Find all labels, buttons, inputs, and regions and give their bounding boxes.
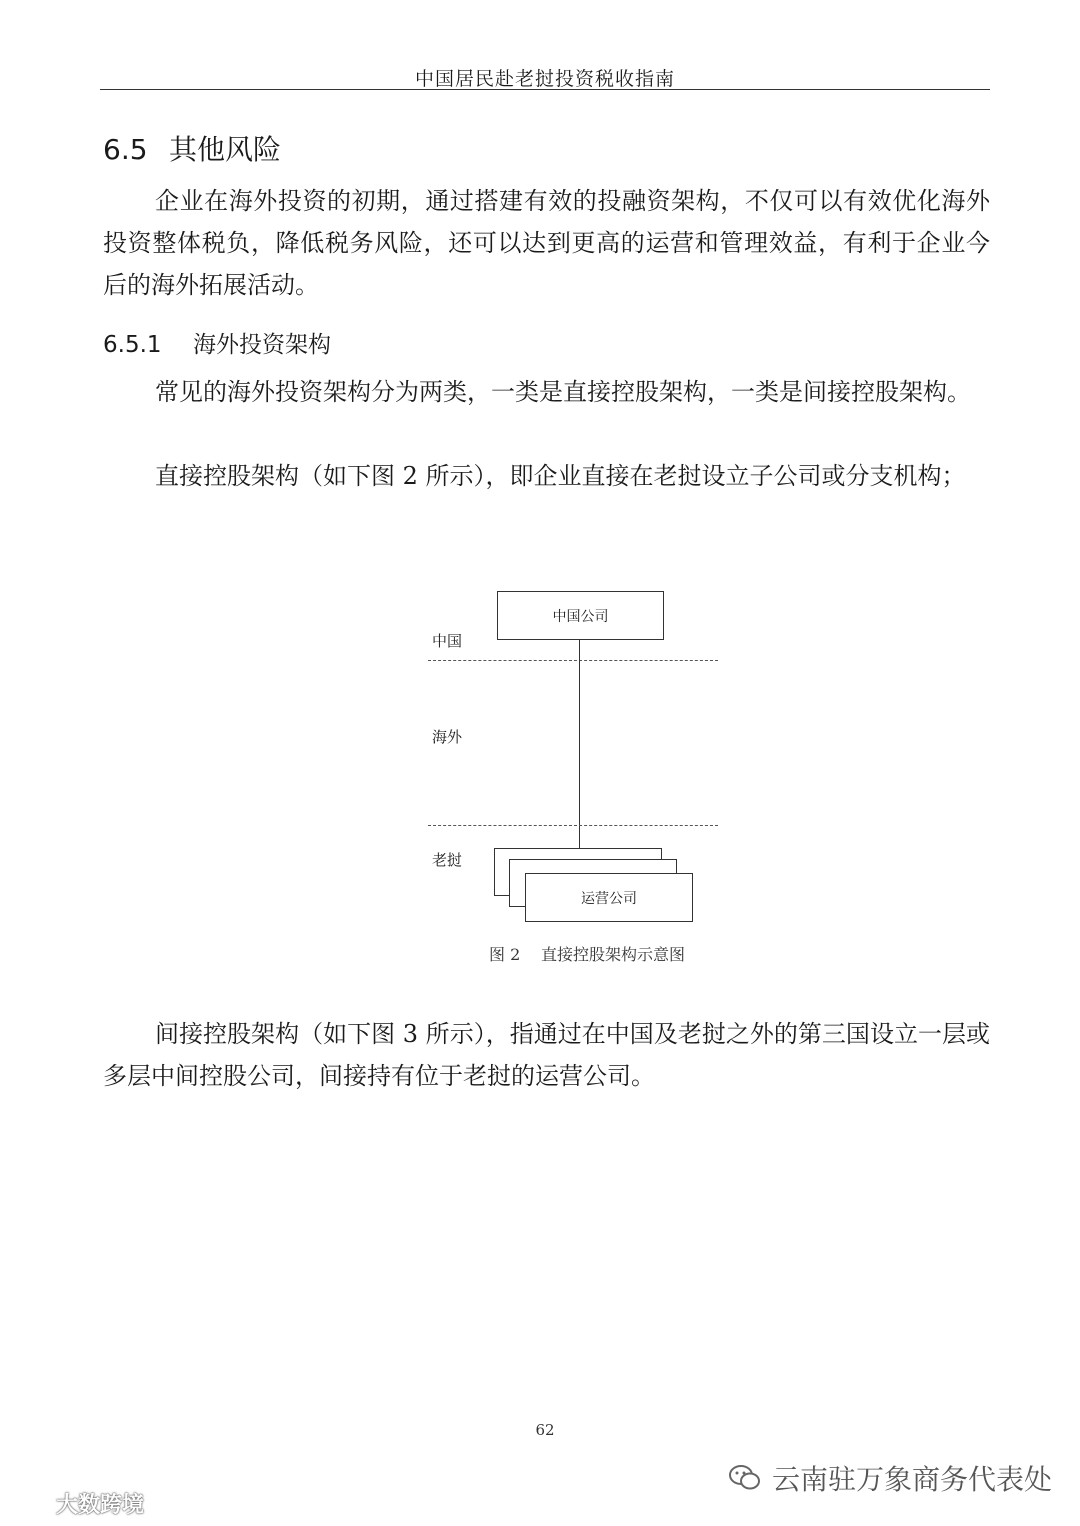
section-title: 其他风险 xyxy=(169,133,282,166)
operating-company-box: 运营公司 xyxy=(525,873,693,922)
site-watermark-text: 大数跨境 xyxy=(56,1493,145,1518)
paragraph-indirect-holding: 间接控股架构（如下图 3 所示），指通过在中国及老挝之外的第三国设立一层或多层中间控股公司，间接持有位于老挝的运营公司。 xyxy=(103,1020,990,1090)
border-line-china-overseas xyxy=(428,660,718,661)
page-header: 中国居民赴老挝投资税收指南 xyxy=(414,68,675,90)
china-company-box: 中国公司 xyxy=(497,591,664,640)
region-label-overseas: 海外 xyxy=(432,728,463,746)
wechat-icon xyxy=(728,1463,762,1493)
site-watermark xyxy=(6,1488,144,1519)
intro-paragraph: 企业在海外投资的初期，通过搭建有效的投融资架构，不仅可以有效优化海外投资整体税负，降低税务风险，还可以达到更高的运营和管理效益，有利于企业今后的海外拓展活动。 xyxy=(103,187,990,299)
section-number: 6.5 xyxy=(103,133,148,166)
wechat-watermark xyxy=(728,1458,1052,1498)
border-line-overseas-laos xyxy=(428,825,718,826)
section-heading xyxy=(103,128,281,168)
figure-caption xyxy=(489,942,685,965)
wechat-account-name: 云南驻万象商务代表处 xyxy=(772,1463,1053,1496)
region-label-china: 中国 xyxy=(432,632,463,650)
subsection-number: 6.5.1 xyxy=(103,332,162,358)
page-number: 62 xyxy=(535,1421,555,1439)
logo-icon xyxy=(6,1491,52,1517)
header-rule xyxy=(100,89,990,90)
subsection-heading xyxy=(103,326,331,359)
paragraph-structure-types: 常见的海外投资架构分为两类，一类是直接控股架构，一类是间接控股架构。 xyxy=(155,378,971,406)
ownership-line xyxy=(579,640,580,860)
figure-caption-text: 直接控股架构示意图 xyxy=(541,945,686,964)
figure-number: 图 2 xyxy=(489,945,521,964)
region-label-laos: 老挝 xyxy=(432,851,463,869)
subsection-title: 海外投资架构 xyxy=(193,332,331,358)
direct-holding-diagram xyxy=(420,585,730,925)
paragraph-direct-holding: 直接控股架构（如下图 2 所示），即企业直接在老挝设立子公司或分支机构； xyxy=(155,462,966,490)
